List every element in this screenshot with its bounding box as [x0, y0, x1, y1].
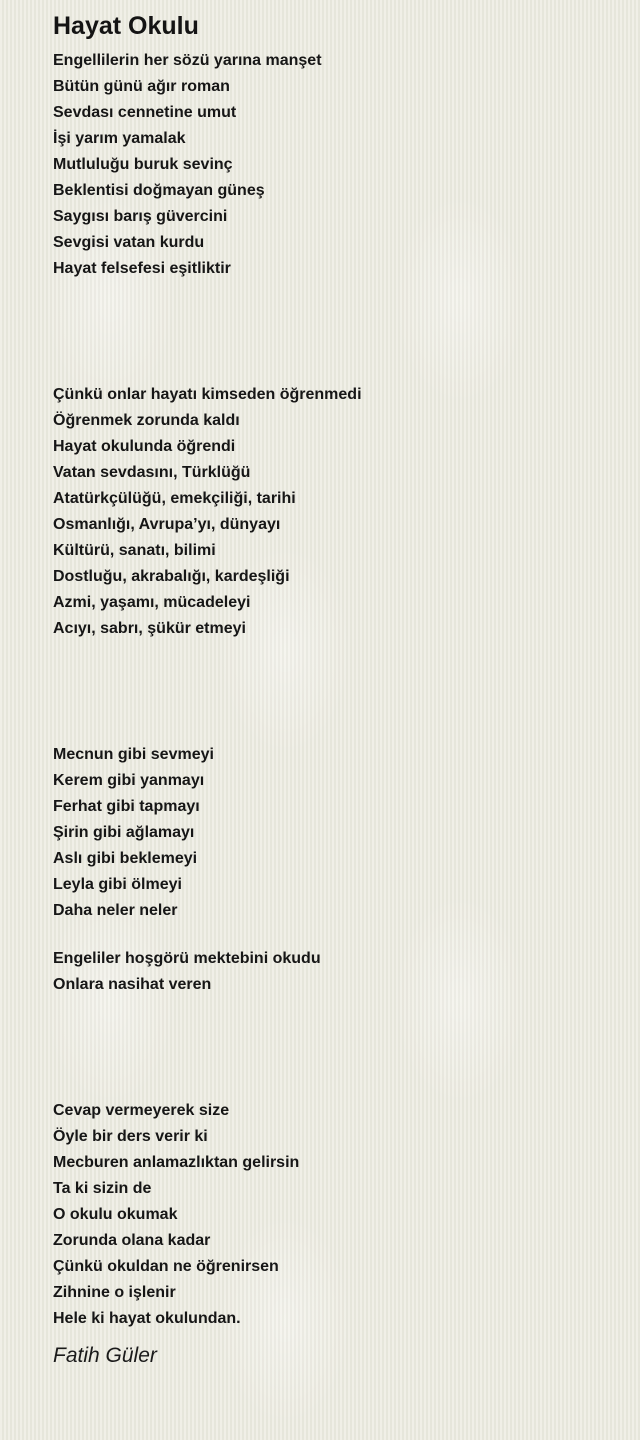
poem-line: Kerem gibi yanmayı: [53, 772, 205, 789]
poem-line: Sevdası cennetine umut: [53, 104, 237, 121]
poem-line: Atatürkçülüğü, emekçiliği, tarihi: [53, 490, 296, 507]
poem-line: Dostluğu, akrabalığı, kardeşliği: [53, 568, 290, 585]
poem-line: Osmanlığı, Avrupa’yı, dünyayı: [53, 516, 281, 533]
poem-line: Mecnun gibi sevmeyi: [53, 746, 214, 763]
poem-line: Hele ki hayat okulundan.: [53, 1310, 241, 1327]
stanza-spacer: [53, 282, 613, 382]
stanza-spacer: [53, 998, 613, 1098]
poem-line: Çünkü okuldan ne öğrenirsen: [53, 1258, 279, 1275]
poem-line: Azmi, yaşamı, mücadeleyi: [53, 594, 251, 611]
poem-line: Zihnine o işlenir: [53, 1284, 176, 1301]
poem-line: Ferhat gibi tapmayı: [53, 798, 200, 815]
poem-line: Hayat okulunda öğrendi: [53, 438, 236, 455]
poem-line: Saygısı barış güvercini: [53, 208, 228, 225]
poem-line: O okulu okumak: [53, 1206, 178, 1223]
poem-line: Öyle bir ders verir ki: [53, 1128, 208, 1145]
poem-line: Vatan sevdasını, Türklüğü: [53, 464, 251, 481]
stanza-spacer: [53, 924, 613, 946]
poem-line: Ta ki sizin de: [53, 1180, 152, 1197]
poem-line: Mecburen anlamazlıktan gelirsin: [53, 1154, 300, 1171]
poem-line: İşi yarım yamalak: [53, 130, 186, 147]
poem-line: Leyla gibi ölmeyi: [53, 876, 182, 893]
poem-line: Bütün günü ağır roman: [53, 78, 230, 95]
poem-line: Kültürü, sanatı, bilimi: [53, 542, 216, 559]
poem-line: Acıyı, sabrı, şükür etmeyi: [53, 620, 246, 637]
poem-line: Şirin gibi ağlamayı: [53, 824, 195, 841]
stanza-3: [53, 742, 613, 924]
stanza-spacer: [53, 642, 613, 742]
poem-line: Daha neler neler: [53, 902, 178, 919]
poem-line: Mutluluğu buruk sevinç: [53, 156, 233, 173]
poem-line: Cevap vermeyerek size: [53, 1102, 230, 1119]
stanza-1: [53, 48, 613, 282]
poem-author: Fatih Güler: [53, 1344, 157, 1367]
poem-line: Onlara nasihat veren: [53, 976, 212, 993]
poem: [53, 10, 613, 1370]
poem-line: Aslı gibi beklemeyi: [53, 850, 198, 867]
poem-line: Çünkü onlar hayatı kimseden öğrenmedi: [53, 386, 362, 403]
stanza-4: [53, 946, 613, 998]
stanza-2: [53, 382, 613, 642]
poem-line: Beklentisi doğmayan güneş: [53, 182, 265, 199]
poem-title: Hayat Okulu: [53, 12, 199, 40]
poem-line: Öğrenmek zorunda kaldı: [53, 412, 240, 429]
poem-line: Zorunda olana kadar: [53, 1232, 211, 1249]
poem-line: Engellilerin her sözü yarına manşet: [53, 52, 322, 69]
stanza-5: [53, 1098, 613, 1332]
poem-line: Sevgisi vatan kurdu: [53, 234, 205, 251]
poem-line: Hayat felsefesi eşitliktir: [53, 260, 231, 277]
poem-line: Engeliler hoşgörü mektebini okudu: [53, 950, 321, 967]
